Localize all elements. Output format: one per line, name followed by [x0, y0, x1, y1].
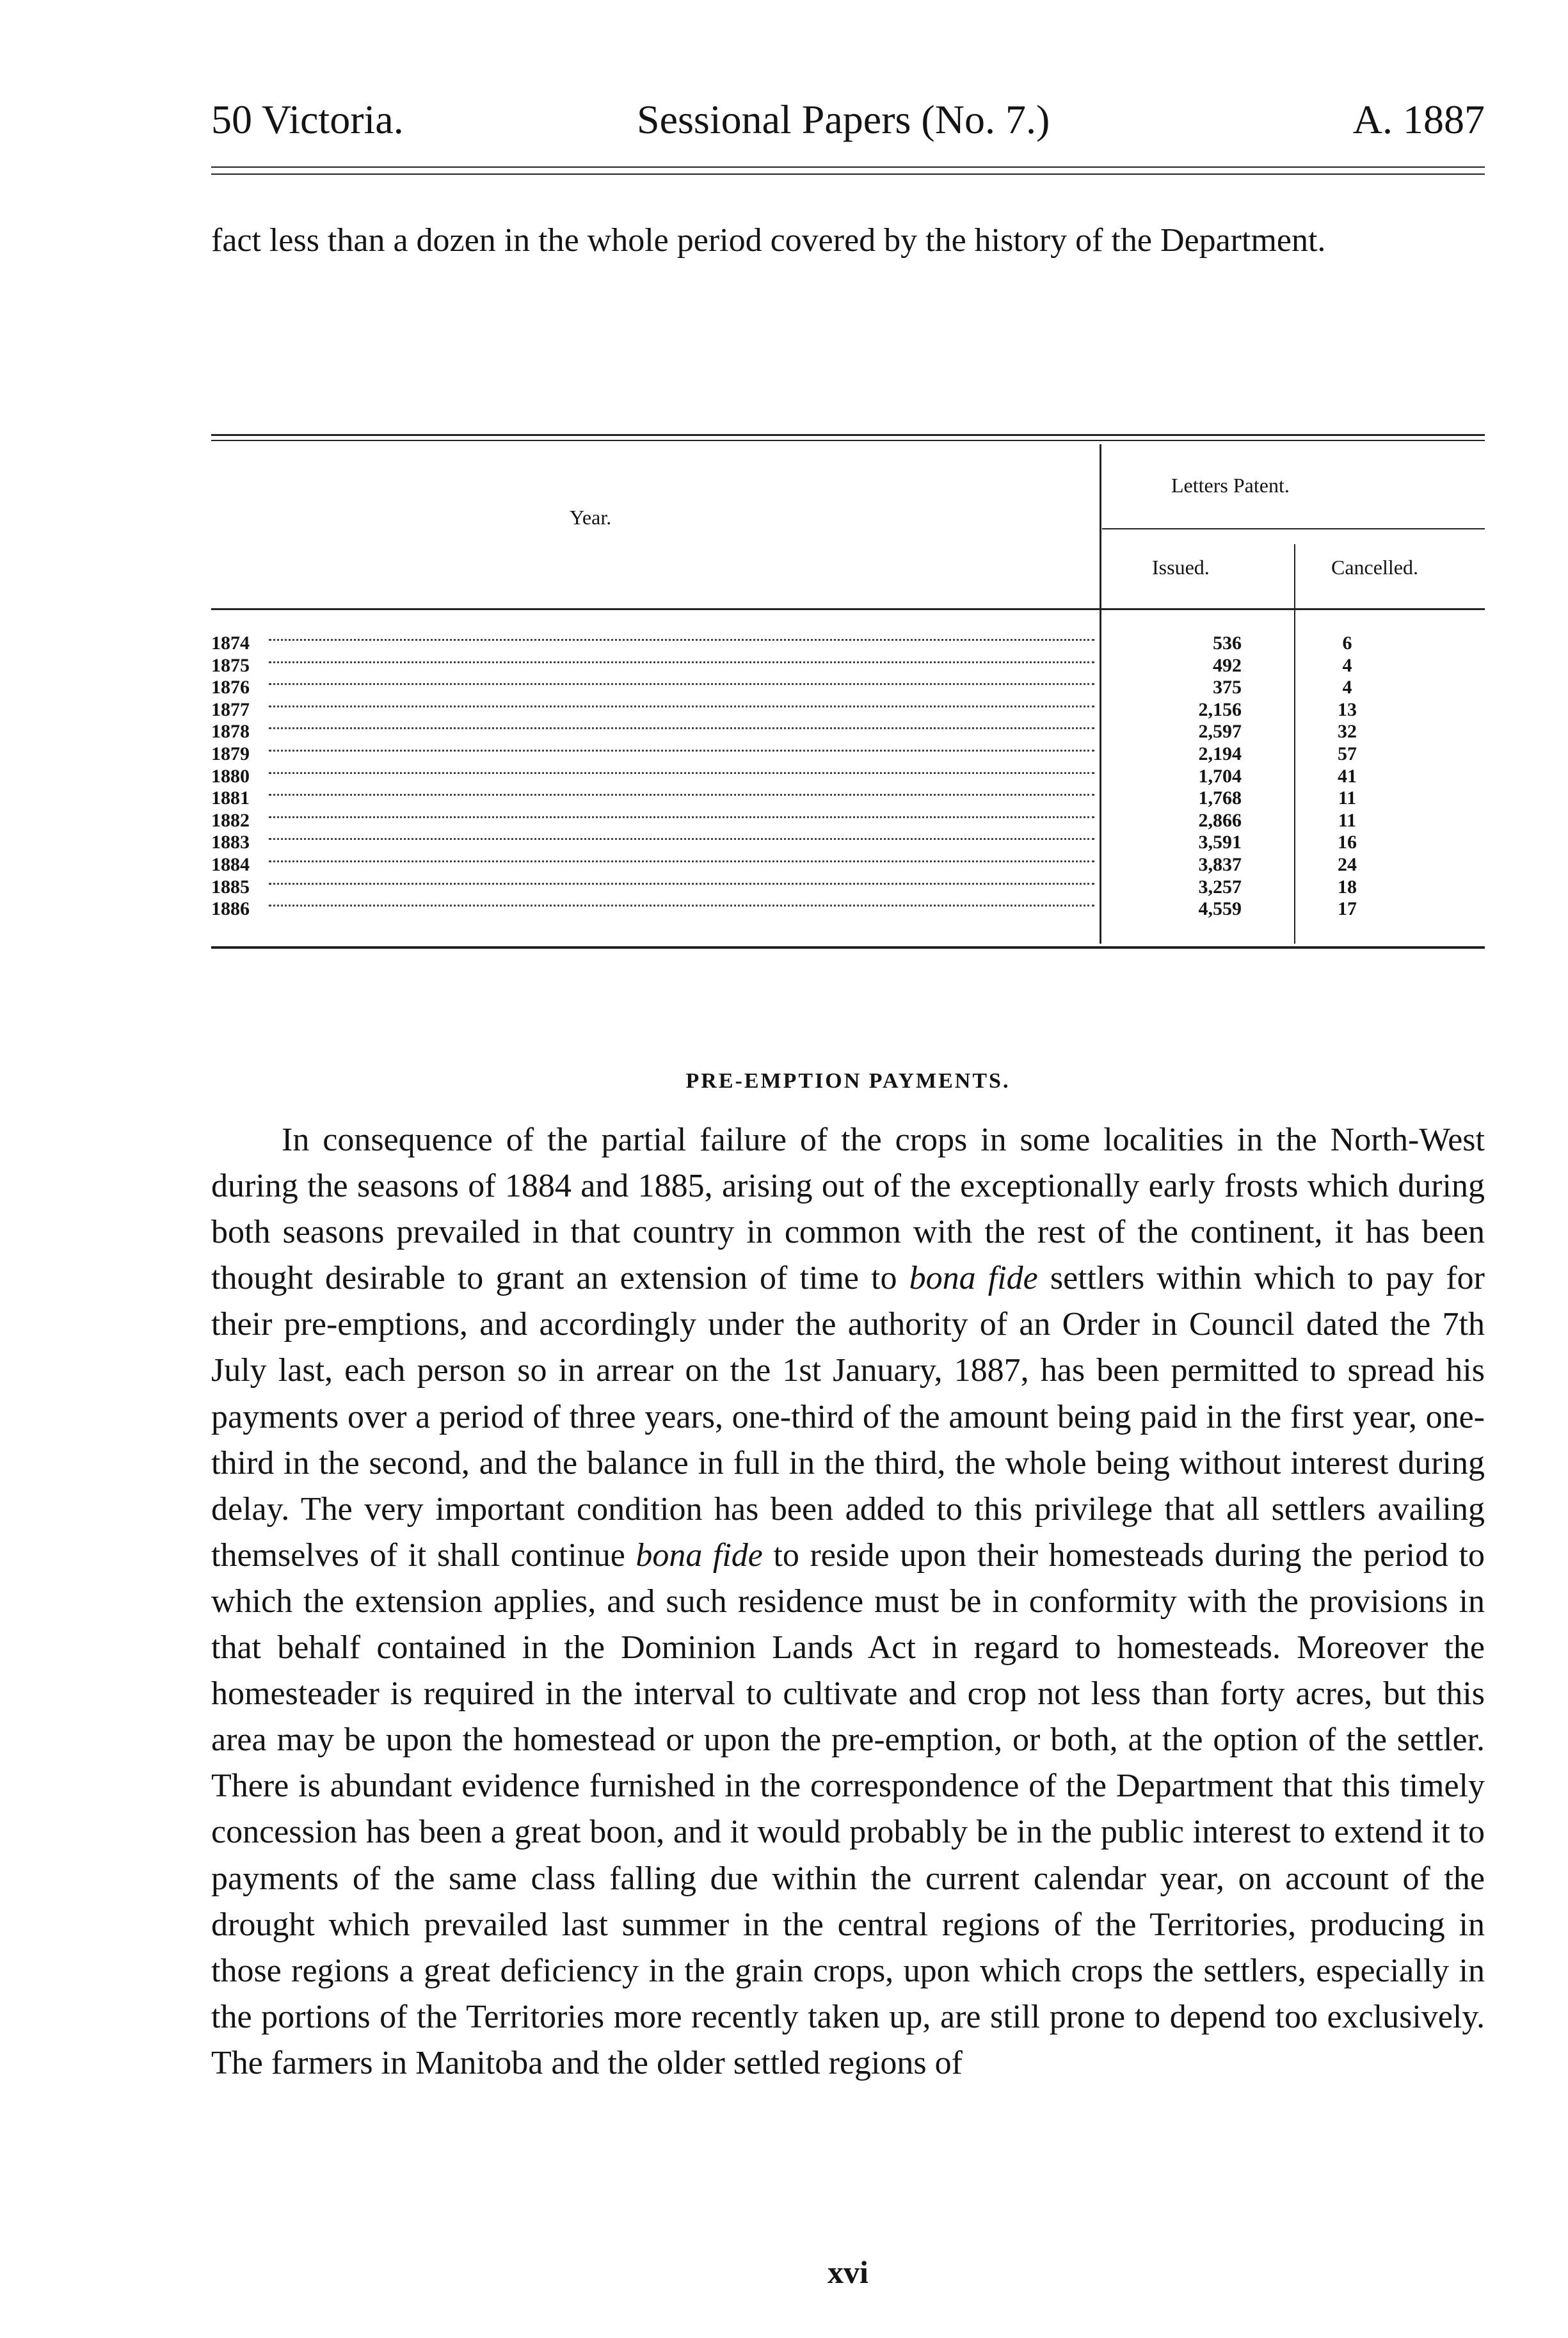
cell-cancelled: 13	[1338, 698, 1357, 720]
body-paragraph	[211, 1117, 1485, 2086]
document-page	[211, 83, 1485, 2290]
cell-cancelled: 17	[1338, 898, 1357, 920]
table-top-rule	[211, 434, 1485, 441]
cell-cancelled: 24	[1338, 854, 1357, 875]
table-row	[211, 743, 1485, 766]
cell-issued: 4,559	[1198, 898, 1242, 920]
cell-cancelled: 11	[1338, 809, 1357, 831]
dot-leader	[269, 816, 1094, 818]
table-row	[211, 633, 1485, 655]
dot-leader	[269, 750, 1094, 752]
body-text-part: to reside upon their homesteads during the period to which the extension applies, and such residence must be in conformity with the provisions in that behalf contained in the Dominion Lands Act in regard to homesteads. Moreover the homesteader is required in the interval to cultivate and crop not less than forty acres, but this area may be upon the homestead or upon the pre-emption, or both, at the option of the settler. There is abundant evidence furnished in the correspondence of the Department that this timely concession has been a great boon, and it would probably be in the public interest to extend it to payments of the same class falling due within the current calendar year, on account of the drought which prevailed last summer in the central regions of the Territories, producing in those regions a great deficiency in the grain crops, upon which crops the settlers, especially in the portions of the Territories more recently taken up, are still prone to depend too exclusively. The farmers in Manitoba and the older settled regions of	[211, 1536, 1485, 2081]
cell-issued: 2,194	[1198, 743, 1242, 764]
header-session: 50 Victoria.	[211, 97, 404, 142]
table-row	[211, 832, 1485, 854]
dot-leader	[269, 794, 1094, 796]
dot-leader	[269, 639, 1094, 641]
column-group-header-letters-patent: Letters Patent.	[1171, 474, 1290, 497]
header-year: A. 1887	[1352, 97, 1485, 142]
cell-year: 1882	[211, 809, 250, 831]
cell-year: 1878	[211, 721, 250, 743]
table-row	[211, 876, 1485, 899]
cell-cancelled: 16	[1338, 832, 1357, 853]
table-row	[211, 677, 1485, 699]
dot-leader	[269, 705, 1094, 707]
cell-issued: 3,591	[1198, 832, 1242, 853]
cell-cancelled: 18	[1338, 876, 1357, 898]
column-header-cancelled: Cancelled.	[1331, 556, 1418, 579]
dot-leader	[269, 772, 1094, 774]
cell-year: 1874	[211, 633, 250, 654]
cell-year: 1879	[211, 743, 250, 764]
table-bottom-rule	[211, 946, 1485, 949]
section-heading: PRE-EMPTION PAYMENTS.	[685, 1069, 1011, 1093]
cell-issued: 1,704	[1198, 765, 1242, 787]
table-row	[211, 721, 1485, 743]
cell-issued: 536	[1213, 633, 1242, 654]
column-header-year: Year.	[570, 506, 612, 529]
table-row	[211, 787, 1485, 810]
table-row	[211, 655, 1485, 677]
cell-year: 1886	[211, 898, 250, 920]
dot-leader	[269, 860, 1094, 862]
cell-year: 1880	[211, 765, 250, 787]
cell-issued: 492	[1213, 654, 1242, 676]
cell-cancelled: 32	[1338, 721, 1357, 743]
cell-issued: 1,768	[1198, 787, 1242, 809]
cell-cancelled: 11	[1338, 787, 1357, 809]
cell-issued: 375	[1213, 677, 1242, 698]
dot-leader	[269, 905, 1094, 907]
cell-issued: 2,597	[1198, 721, 1242, 743]
table-header-rule	[211, 608, 1485, 610]
letters-patent-table	[211, 416, 1485, 1005]
dot-leader	[269, 838, 1094, 840]
group-header-rule	[1102, 528, 1485, 529]
cell-year: 1876	[211, 677, 250, 698]
cell-year: 1883	[211, 832, 250, 853]
column-header-issued: Issued.	[1152, 556, 1210, 579]
dot-leader	[269, 661, 1094, 663]
cell-cancelled: 6	[1342, 633, 1352, 654]
cell-cancelled: 57	[1338, 743, 1357, 764]
cell-year: 1881	[211, 787, 250, 809]
cell-issued: 2,156	[1198, 698, 1242, 720]
body-italic-text: bona fide	[636, 1536, 763, 1574]
running-header	[211, 83, 1485, 141]
page-folio: xvi	[828, 2254, 868, 2290]
cell-issued: 2,866	[1198, 809, 1242, 831]
body-text-part: settlers within which to pay for their pre-emptions, and accordingly under the authority of an Order in Council dated the 7th July last, each person so in arrear on the 1st January, 1887, has been permitted to spread his payments over a period of three years, one-third of the amount being paid in the first year, one-third in the second, and the balance in full in the third, the whole being without interest during delay. The very important condition has been added to this privilege that all settlers availing themselves of it shall continue	[211, 1260, 1485, 1574]
cell-issued: 3,837	[1198, 854, 1242, 875]
cell-year: 1884	[211, 854, 250, 875]
dot-leader	[269, 883, 1094, 885]
dot-leader	[269, 683, 1094, 685]
cell-cancelled: 41	[1338, 765, 1357, 787]
table-row	[211, 898, 1485, 921]
body-text-part: In consequence of the partial failure of the crops in some localities in the North-West during the seasons of 1884 and 1885, arising out of the exceptionally early frosts which during both seasons prevailed in that country in common with the rest of the continent, it has been thought desirable to grant an extension of time to	[211, 1122, 1485, 1297]
body-italic-text: bona fide	[909, 1260, 1038, 1297]
table-row	[211, 854, 1485, 876]
header-rule	[211, 166, 1485, 175]
table-row	[211, 810, 1485, 832]
cell-year: 1877	[211, 698, 250, 720]
cell-year: 1875	[211, 654, 250, 676]
cell-issued: 3,257	[1198, 876, 1242, 898]
cell-year: 1885	[211, 876, 250, 898]
cell-cancelled: 4	[1342, 677, 1352, 698]
dot-leader	[269, 727, 1094, 729]
table-row	[211, 699, 1485, 722]
intro-paragraph: fact less than a dozen in the whole period covered by the history of the Department.	[211, 222, 1326, 259]
cell-cancelled: 4	[1342, 654, 1352, 676]
header-title: Sessional Papers (No. 7.)	[637, 97, 1050, 142]
table-row	[211, 766, 1485, 788]
